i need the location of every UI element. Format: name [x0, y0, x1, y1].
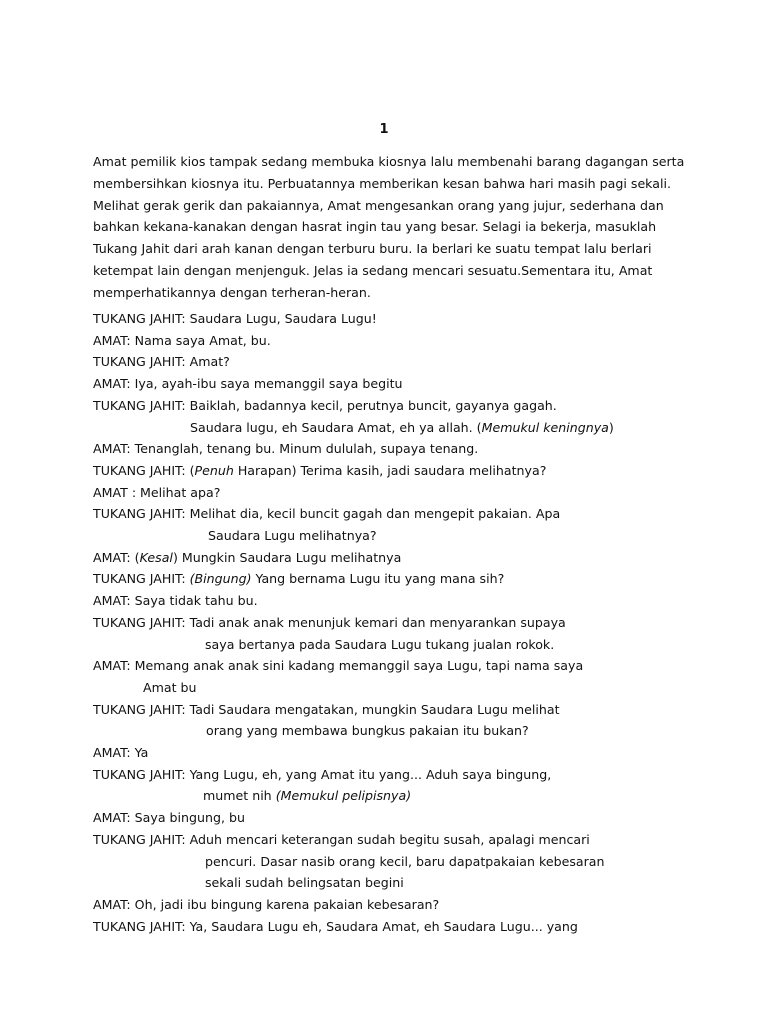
page-number: 1 — [379, 122, 389, 137]
dialogue-text: ) — [608, 419, 614, 435]
dialogue-continuation: orang yang membawa bungkus pakaian itu bukan? — [206, 723, 529, 739]
dialogue-text: Harapan) Terima kasih, jadi saudara melihatnya? — [233, 462, 547, 478]
dialogue-line: AMAT: Tenanglah, tenang bu. Minum dululah, supaya tenang. — [93, 441, 479, 457]
dialogue-line: AMAT: Oh, jadi ibu bingung karena pakaian kebesaran? — [93, 896, 440, 912]
dialogue-line: AMAT : Melihat apa? — [93, 484, 221, 500]
dialogue-block — [93, 308, 713, 937]
dialogue-text: ) Mungkin Saudara Lugu melihatnya — [172, 549, 402, 565]
stage-direction-paragraph — [93, 151, 693, 304]
dialogue-line: TUKANG JAHIT: Tadi anak anak menunjuk kemari dan menyarankan supaya — [93, 614, 566, 630]
dialogue-line: TUKANG JAHIT: Baiklah, badannya kecil, perutnya buncit, gayanya gagah. — [93, 397, 557, 413]
dialogue-line: TUKANG JAHIT: Saudara Lugu, Saudara Lugu! — [93, 311, 377, 326]
dialogue-text: TUKANG JAHIT: — [93, 571, 190, 587]
dialogue-line — [93, 568, 713, 590]
dialogue-line: AMAT: Saya bingung, bu — [93, 810, 245, 826]
dialogue-continuation: pencuri. Dasar nasib orang kecil, baru dapatpakaian kebesaran — [205, 853, 605, 869]
dialogue-line: AMAT: Ya — [93, 745, 149, 761]
dialogue-line: AMAT: Saya tidak tahu bu. — [93, 593, 258, 609]
stage-direction: (Bingung) — [189, 571, 252, 587]
dialogue-continuation: saya bertanya pada Saudara Lugu tukang jualan rokok. — [205, 636, 555, 652]
dialogue-text: Saudara lugu, eh Saudara Amat, eh ya allah. ( — [190, 419, 482, 435]
dialogue-text: TUKANG JAHIT: ( — [93, 462, 195, 478]
dialogue-continuation: sekali sudah belingsatan begini — [205, 875, 404, 891]
dialogue-continuation: Amat bu — [143, 679, 197, 695]
dialogue-continuation — [93, 785, 713, 807]
narration-text: Amat pemilik kios tampak sedang membuka kiosnya lalu membenahi barang dagangan serta membersihkan kiosnya itu. Perbuatannya memberikan kesan bahwa hari masih pagi sekali. Melihat gerak gerik dan pakaiannya, Amat mengesankan orang yang jujur, sederhana dan bahkan kekana-kanakan dengan hasrat ingin tau yang besar. Selagi ia bekerja, masuklah Tukang Jahit dari arah kanan dengan terburu buru. Ia berlari ke suatu tempat lalu berlari ketempat lain dengan menjenguk. Jelas ia sedang mencari sesuatu.Sementara itu, Amat memperhatikannya dengan terheran-heran. — [93, 154, 685, 300]
dialogue-text: Yang bernama Lugu itu yang mana sih? — [251, 571, 505, 587]
dialogue-line — [93, 547, 713, 569]
dialogue-text: mumet nih — [203, 788, 276, 804]
dialogue-line — [93, 460, 713, 482]
dialogue-line: TUKANG JAHIT: Aduh mencari keterangan sudah begitu susah, apalagi mencari — [93, 831, 590, 847]
dialogue-continuation — [93, 417, 713, 439]
dialogue-line: TUKANG JAHIT: Yang Lugu, eh, yang Amat itu yang... Aduh saya bingung, — [93, 766, 552, 782]
dialogue-line: TUKANG JAHIT: Ya, Saudara Lugu eh, Saudara Amat, eh Saudara Lugu... yang — [93, 918, 578, 934]
stage-direction: Penuh — [194, 462, 234, 478]
dialogue-line: AMAT: Iya, ayah-ibu saya memanggil saya begitu — [93, 376, 403, 392]
dialogue-line: TUKANG JAHIT: Amat? — [93, 354, 230, 370]
dialogue-line: AMAT: Memang anak anak sini kadang memanggil saya Lugu, tapi nama saya — [93, 658, 584, 674]
dialogue-continuation: Saudara Lugu melihatnya? — [208, 528, 377, 544]
dialogue-line: AMAT: Nama saya Amat, bu. — [93, 332, 271, 348]
stage-direction: (Memukul pelipisnya) — [275, 788, 412, 804]
dialogue-line: TUKANG JAHIT: Tadi Saudara mengatakan, mungkin Saudara Lugu melihat — [93, 701, 560, 717]
dialogue-line: TUKANG JAHIT: Melihat dia, kecil buncit gagah dan mengepit pakaian. Apa — [93, 506, 561, 522]
stage-direction: Kesal — [139, 549, 173, 565]
stage-direction: Memukul keningnya — [481, 419, 609, 435]
dialogue-text: AMAT: ( — [93, 549, 140, 565]
